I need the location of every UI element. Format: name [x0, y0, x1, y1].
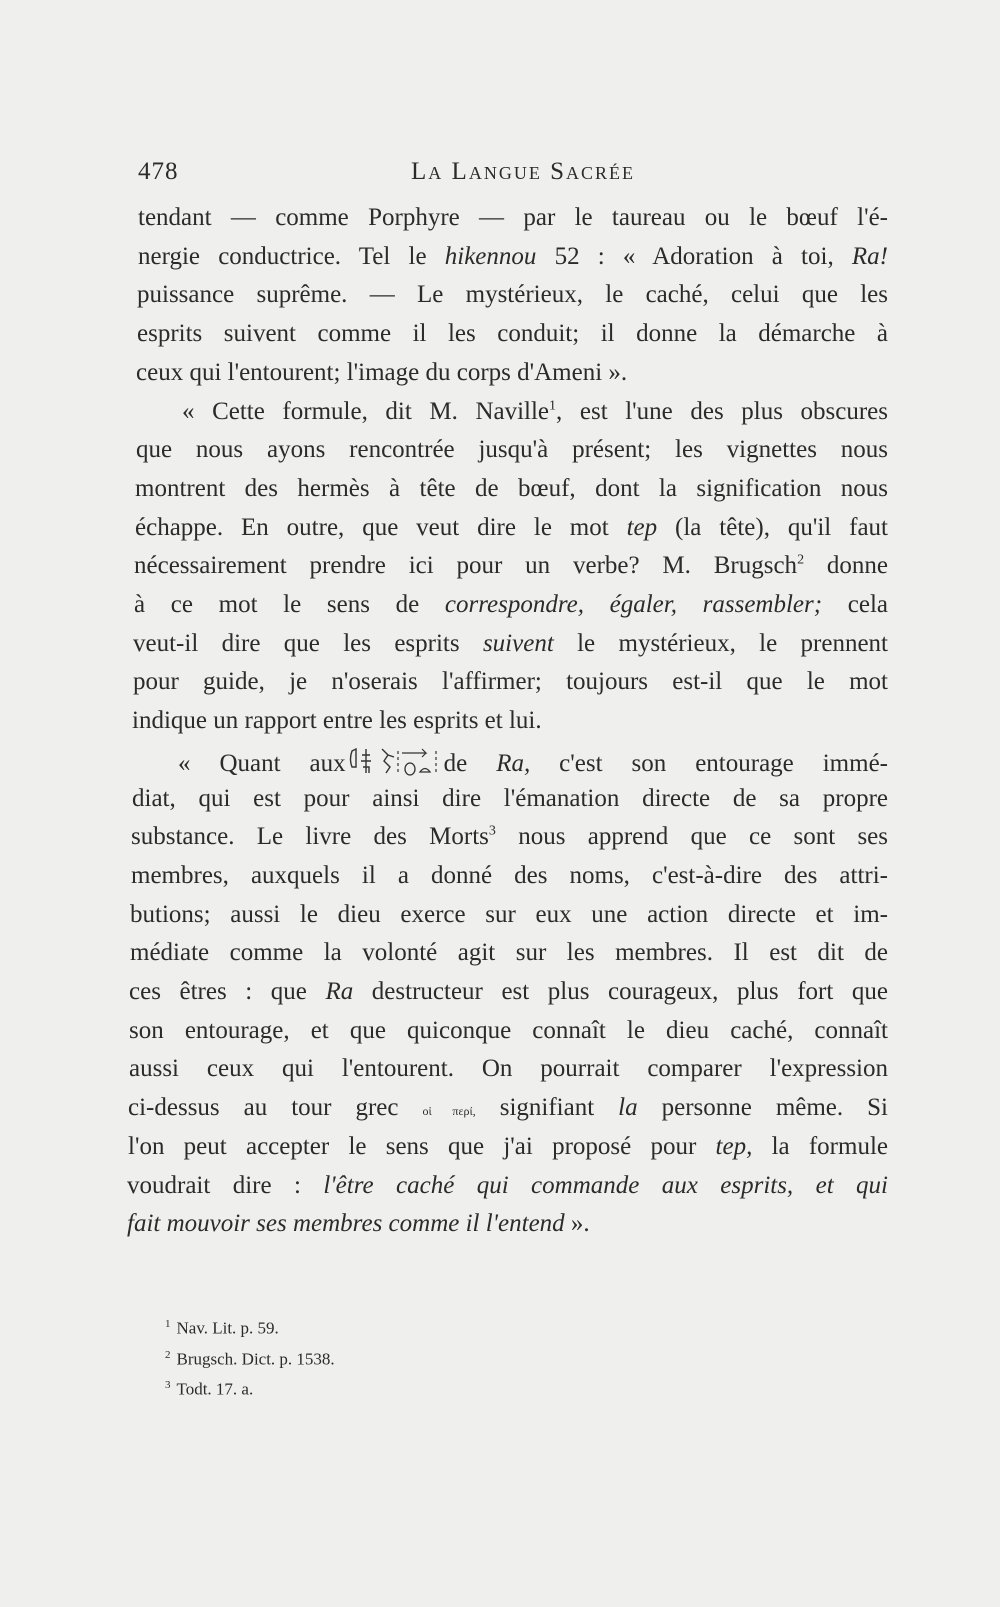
footnote-mark: 3 — [165, 1379, 171, 1392]
text-line — [128, 1093, 888, 1126]
text-segment: veut-il dire que les esprits — [133, 629, 483, 657]
text-segment: 52 : « Adoration à toi, — [536, 242, 852, 270]
footnote — [165, 1372, 335, 1403]
footnote — [165, 1342, 335, 1373]
running-title: La Langue Sacrée — [411, 158, 635, 185]
text-segment: à ce mot le sens de — [134, 591, 445, 618]
text-line — [129, 1016, 888, 1046]
text-segment: son entourage, et que quiconque connaît le dieu caché, connaît — [129, 1016, 888, 1044]
text-segment: hikennou — [444, 242, 537, 270]
text-line — [129, 977, 888, 1007]
hieroglyph-group — [348, 745, 440, 779]
text-segment: Ra! — [851, 242, 888, 270]
text-segment: cela — [822, 591, 888, 618]
text-segment: nous apprend que ce sont ses — [495, 823, 888, 851]
text-line — [130, 938, 888, 968]
footnote — [165, 1311, 335, 1342]
footnote-text: Nav. Lit. p. 59. — [176, 1318, 279, 1338]
text-segment: ces êtres : que — [129, 978, 326, 1005]
text-line — [137, 319, 888, 349]
text-line — [132, 784, 888, 814]
text-line — [127, 1171, 888, 1201]
footnote-mark: 1 — [165, 1318, 171, 1330]
text-segment: destructeur est plus courageux, plus fort que — [353, 978, 888, 1005]
text-segment: substance. Le livre des Morts — [131, 823, 489, 851]
text-segment: c'est son entourage immé- — [530, 749, 888, 777]
text-segment: la formule — [752, 1132, 888, 1160]
text-segment: donne — [804, 552, 888, 580]
text-segment: suivent — [482, 629, 554, 657]
text-segment: fait mouvoir ses membres comme il l'entend — [127, 1210, 565, 1238]
page-number: 478 — [138, 158, 179, 185]
text-segment: de — [443, 749, 497, 777]
text-segment: « Cette formule, dit M. Naville — [182, 397, 550, 425]
text-segment: diat, qui est pour ainsi dire l'émanation directe de sa propre — [132, 784, 888, 812]
text-segment: tendant — comme Porphyre — par le taureau ou le bœuf l'é- — [138, 204, 888, 231]
text-line — [138, 242, 888, 272]
text-segment: ci-dessus au tour grec — [128, 1094, 423, 1122]
text-line — [136, 358, 627, 388]
text-line — [127, 1209, 590, 1239]
text-segment: indique un rapport entre les esprits et lui. — [132, 707, 542, 735]
text-segment: Ra, — [496, 749, 531, 777]
text-line — [129, 1054, 888, 1084]
footnote-text: Todt. 17. a. — [176, 1379, 254, 1399]
text-segment: personne même. Si — [637, 1094, 888, 1122]
text-line — [128, 1132, 888, 1162]
page-header — [138, 158, 888, 188]
text-segment: membres, auxquels il a donné des noms, c'est-à-dire des attri- — [131, 861, 888, 889]
text-segment: pour guide, je n'oserais l'affirmer; toujours est-il que le mot — [133, 668, 888, 696]
text-line — [138, 203, 888, 233]
text-segment: , est l'une des plus obscures — [556, 397, 888, 425]
text-segment: médiate comme la volonté agit sur les membres. Il est dit de — [130, 939, 888, 967]
text-segment: puissance suprême. — Le mystérieux, le caché, celui que les — [137, 281, 888, 309]
text-segment: échappe. En outre, que veut dire le mot — [135, 513, 627, 541]
text-segment: que nous ayons rencontrée jusqu'à présent; les vignettes nous — [136, 436, 888, 464]
text-segment: montrent des hermès à tête de bœuf, dont la signification nous — [135, 474, 888, 502]
text-segment: ceux qui l'entourent; l'image du corps d'Ameni ». — [136, 358, 628, 386]
footnote-ref[interactable]: 3 — [488, 823, 496, 839]
text-line — [133, 629, 888, 659]
text-line — [132, 706, 542, 736]
text-segment: nergie conductrice. Tel le — [138, 242, 445, 270]
text-line — [133, 667, 888, 697]
footnote-mark: 2 — [165, 1348, 171, 1361]
text-segment: butions; aussi le dieu exerce sur eux une action directe et im- — [130, 900, 888, 928]
text-segment: esprits suivent comme il les conduit; il donne la démarche à — [137, 320, 888, 348]
footnote-text: Brugsch. Dict. p. 1538. — [176, 1349, 335, 1369]
text-segment: tep — [626, 513, 658, 541]
text-segment: Ra — [325, 978, 354, 1005]
text-line — [136, 435, 888, 465]
footnotes — [165, 1311, 335, 1403]
text-segment: (la tête), qu'il faut — [657, 513, 888, 541]
text-segment: ». — [564, 1210, 590, 1238]
text-segment: voudrait dire : — [127, 1171, 324, 1199]
footnote-ref[interactable]: 1 — [549, 398, 557, 414]
text-line — [178, 745, 888, 779]
text-segment: tep, — [715, 1132, 753, 1160]
text-line — [135, 513, 888, 543]
text-line — [137, 280, 888, 310]
text-segment: correspondre, égaler, rassembler; — [444, 591, 823, 618]
text-segment: « Quant aux — [178, 749, 346, 777]
text-line — [130, 900, 888, 930]
text-segment: l'on peut accepter le sens que j'ai proposé pour — [128, 1132, 716, 1160]
text-segment: οἱ περί, — [422, 1104, 476, 1119]
text-segment: la — [618, 1094, 638, 1122]
text-line — [134, 551, 888, 581]
text-line — [134, 590, 888, 620]
footnote-ref[interactable]: 2 — [797, 552, 805, 568]
text-line — [135, 474, 888, 504]
text-segment: aussi ceux qui l'entourent. On pourrait comparer l'expression — [129, 1055, 888, 1083]
text-segment: l'être caché qui commande aux esprits, et qui — [323, 1171, 888, 1199]
text-segment: signifiant — [475, 1094, 619, 1122]
text-line — [182, 397, 888, 427]
text-segment: le mystérieux, le prennent — [553, 629, 889, 657]
text-line — [131, 822, 888, 852]
text-line — [131, 861, 888, 891]
text-segment: nécessairement prendre ici pour un verbe? M. Brugsch — [134, 552, 798, 580]
